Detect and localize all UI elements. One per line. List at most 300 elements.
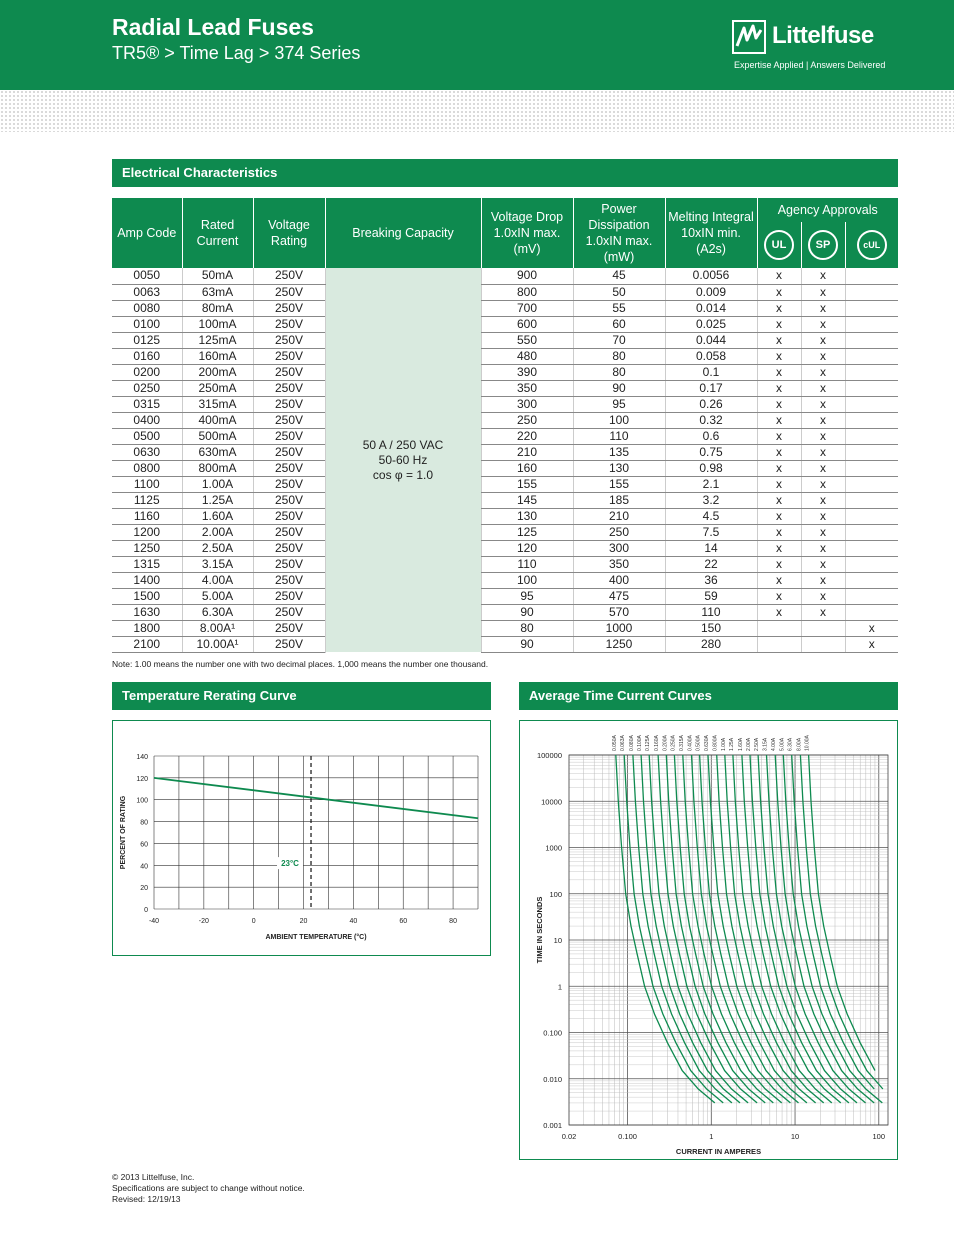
table-row: [112, 348, 898, 364]
cell-agency-ul: x: [757, 604, 801, 620]
cell-voltage-drop: 90: [481, 604, 573, 620]
cell-melting-integral: 0.044: [665, 332, 757, 348]
header-dot-pattern: [0, 90, 954, 132]
cell-agency-ul: x: [757, 556, 801, 572]
cell-amp-code: 1500: [112, 588, 182, 604]
cell-voltage-rating: 250V: [253, 492, 325, 508]
x-tick-label: 80: [449, 918, 457, 925]
cell-agency-csa: x: [801, 348, 845, 364]
curve-label: 0.250A: [670, 735, 677, 751]
cell-agency-cul: [845, 572, 898, 588]
curve-label: 4.00A: [771, 737, 778, 751]
curve-label: 0.080A: [628, 735, 635, 751]
cell-agency-csa: x: [801, 460, 845, 476]
cell-voltage-drop: 220: [481, 428, 573, 444]
table-row: [112, 444, 898, 460]
cell-melting-integral: 0.17: [665, 380, 757, 396]
cell-melting-integral: 0.025: [665, 316, 757, 332]
cell-agency-cul: [845, 444, 898, 460]
cell-agency-cul: [845, 412, 898, 428]
cell-rated-current: 2.50A: [182, 540, 253, 556]
cell-agency-csa: [801, 636, 845, 652]
x-tick-label: 0: [251, 918, 256, 925]
cell-rated-current: 200mA: [182, 364, 253, 380]
cell-melting-integral: 0.1: [665, 364, 757, 380]
y-tick-label: 80: [140, 819, 148, 827]
curve-label: 1.25A: [728, 737, 735, 751]
cell-agency-ul: x: [757, 524, 801, 540]
table-row: [112, 620, 898, 636]
cul-us-icon: cUL: [857, 230, 887, 260]
cell-agency-cul: [845, 460, 898, 476]
cell-agency-csa: x: [801, 332, 845, 348]
y-tick-label: 100000: [536, 751, 562, 760]
table-row: [112, 508, 898, 524]
cell-voltage-rating: 250V: [253, 396, 325, 412]
cell-rated-current: 1.00A: [182, 476, 253, 492]
cell-rated-current: 8.00A¹: [182, 620, 253, 636]
footer-revised: Revised: 12/19/13: [112, 1194, 181, 1204]
cell-agency-cul: [845, 284, 898, 300]
rerating-curve: [154, 778, 478, 818]
cell-amp-code: 1160: [112, 508, 182, 524]
cell-amp-code: 1400: [112, 572, 182, 588]
cell-agency-ul: x: [757, 332, 801, 348]
curve-label: 0.200A: [662, 735, 669, 751]
curve-label: 5.00A: [779, 737, 786, 751]
cell-agency-ul: x: [757, 396, 801, 412]
cell-voltage-drop: 350: [481, 380, 573, 396]
cell-melting-integral: 7.5: [665, 524, 757, 540]
footer-copyright: © 2013 Littelfuse, Inc.: [112, 1172, 195, 1182]
cell-agency-ul: x: [757, 428, 801, 444]
littelfuse-logo-icon: [732, 20, 766, 54]
cell-agency-cul: [845, 604, 898, 620]
table-row: [112, 380, 898, 396]
cell-agency-csa: x: [801, 396, 845, 412]
cell-amp-code: 0800: [112, 460, 182, 476]
y-tick-label: 60: [140, 841, 148, 849]
breaking-capacity-line: 50-60 Hz: [378, 452, 428, 467]
cell-melting-integral: 150: [665, 620, 757, 636]
cell-melting-integral: 3.2: [665, 492, 757, 508]
logo-tagline: Expertise Applied | Answers Delivered: [734, 60, 886, 70]
cell-agency-csa: x: [801, 556, 845, 572]
page-header: [0, 0, 954, 90]
col-amp-code-label: Amp Code: [117, 226, 177, 240]
col-melting-integral-label: Melting Integral 10xIN min. (A2s): [668, 210, 754, 256]
page-subtitle: TR5® > Time Lag > 374 Series: [112, 43, 361, 63]
cell-rated-current: 80mA: [182, 300, 253, 316]
cell-voltage-drop: 125: [481, 524, 573, 540]
cell-amp-code: 0125: [112, 332, 182, 348]
cell-amp-code: 0630: [112, 444, 182, 460]
time-current-section-title: Average Time Current Curves: [519, 682, 898, 710]
cell-melting-integral: 22: [665, 556, 757, 572]
cell-rated-current: 630mA: [182, 444, 253, 460]
cell-melting-integral: 280: [665, 636, 757, 652]
cell-agency-ul: x: [757, 412, 801, 428]
cell-agency-csa: x: [801, 444, 845, 460]
cell-power-dissipation: 350: [573, 556, 665, 572]
col-power-dissipation: [573, 198, 665, 268]
col-agency-approvals: [757, 198, 898, 222]
col-amp-code: [112, 198, 182, 268]
y-tick-label: 0: [144, 907, 148, 914]
cell-agency-csa: x: [801, 492, 845, 508]
cell-voltage-drop: 300: [481, 396, 573, 412]
cell-agency-ul: x: [757, 572, 801, 588]
y-tick-label: 10000: [541, 797, 562, 807]
cell-voltage-rating: 250V: [253, 556, 325, 572]
cell-amp-code: 0160: [112, 348, 182, 364]
table-row: [112, 284, 898, 300]
cell-melting-integral: 0.009: [665, 284, 757, 300]
curve-label: 1.60A: [737, 737, 744, 751]
cell-rated-current: 3.15A: [182, 556, 253, 572]
cell-voltage-drop: 700: [481, 300, 573, 316]
page-title: Radial Lead Fuses: [112, 14, 314, 40]
cell-power-dissipation: 135: [573, 444, 665, 460]
cell-voltage-rating: 250V: [253, 380, 325, 396]
cell-voltage-drop: 120: [481, 540, 573, 556]
cell-voltage-rating: 250V: [253, 588, 325, 604]
cell-power-dissipation: 130: [573, 460, 665, 476]
cell-rated-current: 125mA: [182, 332, 253, 348]
col-rated-current: [182, 198, 253, 268]
cell-amp-code: 1315: [112, 556, 182, 572]
table-row: [112, 300, 898, 316]
cell-voltage-rating: 250V: [253, 460, 325, 476]
col-voltage-rating: [253, 198, 325, 268]
cell-rated-current: 315mA: [182, 396, 253, 412]
table-note: Note: 1.00 means the number one with two decimal places. 1,000 means the number one thousand.: [112, 659, 489, 669]
cell-voltage-drop: 250: [481, 412, 573, 428]
cell-agency-csa: x: [801, 316, 845, 332]
cell-voltage-rating: 250V: [253, 636, 325, 652]
footer-disclaimer: Specifications are subject to change without notice.: [112, 1183, 305, 1193]
cell-voltage-rating: 250V: [253, 508, 325, 524]
curve-label: 10.00A: [804, 735, 811, 751]
time-current-chart: [520, 721, 897, 1159]
x-axis-label: AMBIENT TEMPERATURE (°C): [265, 934, 367, 941]
cell-amp-code: 0500: [112, 428, 182, 444]
cell-voltage-drop: 100: [481, 572, 573, 588]
cell-voltage-rating: 250V: [253, 284, 325, 300]
y-tick-label: 20: [140, 885, 148, 893]
cell-power-dissipation: 475: [573, 588, 665, 604]
cell-rated-current: 400mA: [182, 412, 253, 428]
col-voltage-rating-label: Voltage Rating: [268, 218, 310, 248]
curve-label: 0.800A: [712, 735, 719, 751]
y-tick-label: 1000: [545, 843, 562, 853]
col-power-dissipation-label: Power Dissipation 1.0xIN max. (mW): [585, 202, 653, 264]
cell-agency-ul: x: [757, 460, 801, 476]
cell-agency-ul: x: [757, 300, 801, 316]
x-tick-label: 0.02: [561, 1132, 577, 1141]
time-current-chart-frame: [519, 720, 898, 1160]
cell-melting-integral: 0.0056: [665, 268, 757, 284]
cell-amp-code: 1100: [112, 476, 182, 492]
cell-voltage-rating: 250V: [253, 348, 325, 364]
x-tick-label: 100: [872, 1132, 886, 1141]
csa-icon: SP: [808, 230, 838, 260]
y-tick-label: 0.010: [543, 1074, 562, 1084]
y-tick-label: 1: [557, 982, 562, 992]
cell-rated-current: 10.00A¹: [182, 636, 253, 652]
cell-agency-ul: x: [757, 476, 801, 492]
y-tick-label: 40: [140, 863, 148, 871]
cell-rated-current: 4.00A: [182, 572, 253, 588]
col-voltage-drop: [481, 198, 573, 268]
cell-agency-cul: x: [845, 636, 898, 652]
cell-power-dissipation: 55: [573, 300, 665, 316]
cell-voltage-drop: 90: [481, 636, 573, 652]
table-row: [112, 524, 898, 540]
cell-voltage-drop: 160: [481, 460, 573, 476]
cell-agency-csa: [801, 620, 845, 636]
cell-agency-ul: x: [757, 348, 801, 364]
table-row: [112, 412, 898, 428]
cell-agency-cul: [845, 476, 898, 492]
cell-melting-integral: 4.5: [665, 508, 757, 524]
cell-agency-cul: [845, 396, 898, 412]
cell-rated-current: 6.30A: [182, 604, 253, 620]
cell-amp-code: 0200: [112, 364, 182, 380]
brand-logo: [732, 20, 902, 74]
cell-breaking-capacity: [325, 268, 481, 652]
cell-power-dissipation: 45: [573, 268, 665, 284]
table-row: [112, 428, 898, 444]
cell-agency-ul: x: [757, 364, 801, 380]
curve-label: 0.100A: [637, 735, 644, 751]
y-axis-label: TIME IN SECONDS: [535, 896, 544, 964]
cell-power-dissipation: 155: [573, 476, 665, 492]
cell-power-dissipation: 250: [573, 524, 665, 540]
cell-voltage-rating: 250V: [253, 620, 325, 636]
logo-wordmark: Littelfuse: [772, 22, 874, 49]
cell-amp-code: 1630: [112, 604, 182, 620]
table-row: [112, 460, 898, 476]
cell-power-dissipation: 50: [573, 284, 665, 300]
cell-voltage-rating: 250V: [253, 604, 325, 620]
cell-power-dissipation: 185: [573, 492, 665, 508]
cell-agency-ul: x: [757, 316, 801, 332]
cell-melting-integral: 36: [665, 572, 757, 588]
rerating-chart-frame: [112, 720, 491, 956]
cell-voltage-rating: 250V: [253, 572, 325, 588]
electrical-section-title: Electrical Characteristics: [112, 159, 898, 187]
cell-power-dissipation: 90: [573, 380, 665, 396]
cell-voltage-rating: 250V: [253, 412, 325, 428]
cell-amp-code: 1800: [112, 620, 182, 636]
table-row: [112, 556, 898, 572]
cell-agency-ul: x: [757, 508, 801, 524]
cell-power-dissipation: 80: [573, 348, 665, 364]
curve-label: 1.00A: [720, 737, 727, 751]
cell-rated-current: 100mA: [182, 316, 253, 332]
cell-power-dissipation: 300: [573, 540, 665, 556]
y-tick-label: 0.100: [543, 1028, 562, 1038]
cell-agency-cul: [845, 428, 898, 444]
table-row: [112, 604, 898, 620]
table-row: [112, 396, 898, 412]
cell-power-dissipation: 80: [573, 364, 665, 380]
cell-melting-integral: 0.014: [665, 300, 757, 316]
col-rated-current-label: Rated Current: [196, 218, 239, 248]
cell-agency-ul: x: [757, 492, 801, 508]
cell-agency-ul: [757, 620, 801, 636]
cell-agency-cul: [845, 588, 898, 604]
electrical-table: [112, 198, 898, 653]
cell-agency-ul: x: [757, 444, 801, 460]
curve-label: 0.160A: [654, 735, 661, 751]
y-axis-label: PERCENT OF RATING: [120, 795, 127, 870]
ul-icon: UL: [764, 230, 794, 260]
cell-voltage-drop: 80: [481, 620, 573, 636]
table-row: [112, 476, 898, 492]
x-tick-label: 20: [299, 918, 308, 925]
cell-agency-ul: x: [757, 380, 801, 396]
cell-power-dissipation: 1250: [573, 636, 665, 652]
cell-agency-ul: x: [757, 284, 801, 300]
col-breaking-capacity: [325, 198, 481, 268]
cell-melting-integral: 0.75: [665, 444, 757, 460]
col-breaking-capacity-label: Breaking Capacity: [352, 226, 454, 240]
cell-agency-cul: [845, 380, 898, 396]
cell-agency-cul: [845, 540, 898, 556]
y-tick-label: 100: [136, 797, 148, 805]
agency-col-ul: [757, 222, 801, 268]
cell-voltage-drop: 95: [481, 588, 573, 604]
cell-agency-csa: x: [801, 604, 845, 620]
cell-voltage-rating: 250V: [253, 300, 325, 316]
cell-agency-csa: x: [801, 380, 845, 396]
cell-agency-ul: x: [757, 588, 801, 604]
cell-voltage-drop: 145: [481, 492, 573, 508]
table-row: [112, 540, 898, 556]
cell-voltage-drop: 800: [481, 284, 573, 300]
cell-agency-csa: x: [801, 508, 845, 524]
col-melting-integral: [665, 198, 757, 268]
cell-power-dissipation: 70: [573, 332, 665, 348]
cell-power-dissipation: 110: [573, 428, 665, 444]
cell-voltage-drop: 130: [481, 508, 573, 524]
curve-label: 6.30A: [787, 737, 794, 751]
col-voltage-drop-label: Voltage Drop 1.0xIN max. (mV): [490, 210, 564, 256]
cell-rated-current: 1.60A: [182, 508, 253, 524]
cell-rated-current: 500mA: [182, 428, 253, 444]
cell-melting-integral: 0.98: [665, 460, 757, 476]
cell-voltage-drop: 550: [481, 332, 573, 348]
curve-label: 2.00A: [746, 737, 753, 751]
curve-label: 0.125A: [645, 735, 652, 751]
cell-melting-integral: 0.6: [665, 428, 757, 444]
cell-agency-csa: x: [801, 284, 845, 300]
cell-voltage-rating: 250V: [253, 540, 325, 556]
cell-amp-code: 0100: [112, 316, 182, 332]
cell-agency-cul: [845, 268, 898, 284]
cell-rated-current: 5.00A: [182, 588, 253, 604]
breaking-capacity-line: 50 A / 250 VAC: [362, 437, 444, 452]
cell-agency-ul: x: [757, 540, 801, 556]
cell-rated-current: 50mA: [182, 268, 253, 284]
cell-rated-current: 250mA: [182, 380, 253, 396]
cell-power-dissipation: 1000: [573, 620, 665, 636]
page-footer: [112, 1172, 305, 1205]
col-agency-approvals-label: Agency Approvals: [777, 203, 878, 217]
cell-agency-csa: x: [801, 476, 845, 492]
cell-voltage-drop: 210: [481, 444, 573, 460]
y-tick-label: 100: [549, 889, 562, 899]
table-row: [112, 268, 898, 284]
agency-col-cul: [845, 222, 898, 268]
cell-agency-cul: [845, 524, 898, 540]
cell-melting-integral: 0.32: [665, 412, 757, 428]
cell-agency-cul: [845, 508, 898, 524]
annotation-label: 23°C: [281, 859, 299, 869]
cell-voltage-drop: 155: [481, 476, 573, 492]
cell-voltage-rating: 250V: [253, 316, 325, 332]
cell-voltage-rating: 250V: [253, 476, 325, 492]
table-row: [112, 364, 898, 380]
cell-agency-cul: [845, 300, 898, 316]
cell-power-dissipation: 95: [573, 396, 665, 412]
cell-voltage-drop: 480: [481, 348, 573, 364]
cell-agency-cul: x: [845, 620, 898, 636]
cell-agency-ul: [757, 636, 801, 652]
curve-label: 0.400A: [687, 735, 694, 751]
cell-power-dissipation: 210: [573, 508, 665, 524]
table-row: [112, 588, 898, 604]
table-row: [112, 572, 898, 588]
cell-power-dissipation: 100: [573, 412, 665, 428]
cell-agency-csa: x: [801, 540, 845, 556]
agency-col-csa: [801, 222, 845, 268]
table-row: [112, 636, 898, 652]
cell-voltage-drop: 110: [481, 556, 573, 572]
cell-melting-integral: 59: [665, 588, 757, 604]
cell-melting-integral: 0.058: [665, 348, 757, 364]
curve-label: 0.630A: [703, 735, 710, 751]
cell-agency-csa: x: [801, 412, 845, 428]
cell-amp-code: 0250: [112, 380, 182, 396]
x-tick-label: -20: [198, 918, 209, 925]
curve-label: 8.00A: [796, 737, 803, 751]
cell-agency-ul: x: [757, 268, 801, 284]
cell-voltage-drop: 600: [481, 316, 573, 332]
cell-agency-cul: [845, 348, 898, 364]
x-tick-label: -40: [148, 918, 160, 925]
cell-agency-cul: [845, 316, 898, 332]
x-axis-label: CURRENT IN AMPERES: [675, 1147, 762, 1156]
cell-agency-csa: x: [801, 588, 845, 604]
cell-voltage-rating: 250V: [253, 444, 325, 460]
y-tick-label: 140: [136, 754, 148, 761]
x-tick-label: 60: [399, 918, 408, 925]
curve-label: 2.50A: [754, 737, 761, 751]
cell-amp-code: 0400: [112, 412, 182, 428]
curve-label: 0.063A: [620, 735, 627, 751]
cell-rated-current: 800mA: [182, 460, 253, 476]
cell-power-dissipation: 60: [573, 316, 665, 332]
y-tick-label: 10: [553, 936, 562, 945]
x-tick-label: 10: [790, 1132, 800, 1141]
cell-power-dissipation: 570: [573, 604, 665, 620]
x-tick-label: 0.100: [618, 1132, 637, 1141]
cell-melting-integral: 0.26: [665, 396, 757, 412]
cell-voltage-rating: 250V: [253, 524, 325, 540]
